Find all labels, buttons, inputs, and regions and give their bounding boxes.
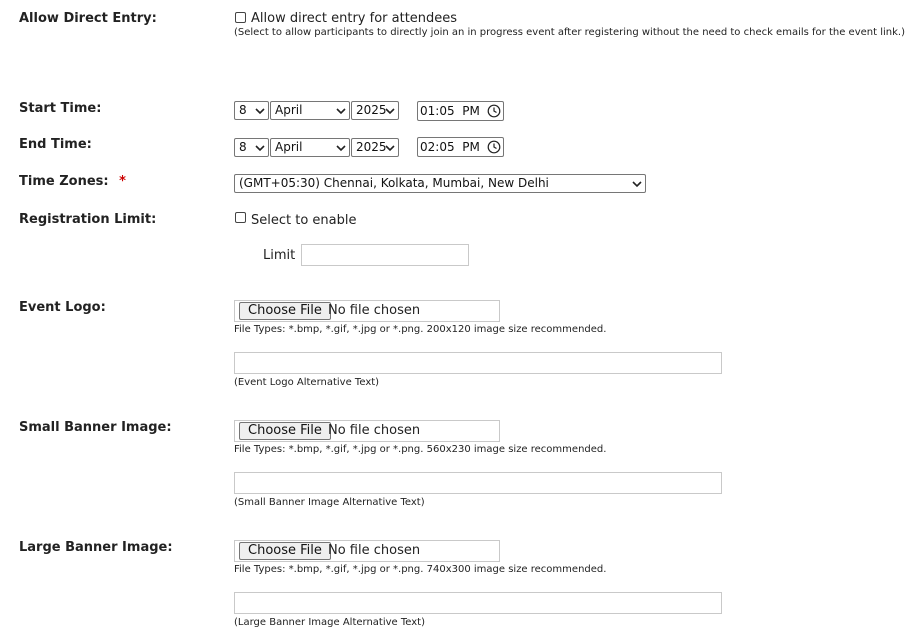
small-banner-alt-hint: (Small Banner Image Alternative Text) xyxy=(234,497,425,508)
end-year-select[interactable] xyxy=(351,138,399,157)
file-status: No file chosen xyxy=(328,303,421,318)
start-month-select[interactable] xyxy=(270,101,350,120)
clock-icon[interactable] xyxy=(487,104,501,118)
event-logo-file-input[interactable] xyxy=(234,300,500,322)
start-time-value: 01:05 PM xyxy=(420,104,480,118)
chevron-down-icon xyxy=(255,143,265,153)
time-zone-select[interactable] xyxy=(234,174,646,193)
start-day-select[interactable] xyxy=(234,101,269,120)
small-banner-file-types: File Types: *.bmp, *.gif, *.jpg or *.png. 560x230 image size recommended. xyxy=(234,444,607,455)
direct-entry-checkbox[interactable] xyxy=(235,12,246,23)
end-month-value: April xyxy=(275,140,303,154)
time-zone-value: (GMT+05:30) Chennai, Kolkata, Mumbai, New Delhi xyxy=(239,176,549,190)
large-banner-alt-input[interactable] xyxy=(234,592,722,614)
start-year-value: 2025 xyxy=(356,103,387,117)
chevron-down-icon xyxy=(385,106,395,116)
limit-input[interactable] xyxy=(301,244,469,266)
small-banner-file-input[interactable] xyxy=(234,420,500,442)
registration-limit-checkbox-label[interactable]: Select to enable xyxy=(251,213,357,228)
end-time-value: 02:05 PM xyxy=(420,140,480,154)
end-year-value: 2025 xyxy=(356,140,387,154)
small-banner-label: Small Banner Image: xyxy=(19,420,172,435)
file-status: No file chosen xyxy=(328,543,421,558)
start-month-value: April xyxy=(275,103,303,117)
time-zones-label-text: Time Zones: xyxy=(19,174,109,189)
direct-entry-checkbox-label[interactable]: Allow direct entry for attendees xyxy=(251,11,458,26)
limit-label: Limit xyxy=(263,248,296,263)
registration-limit-label: Registration Limit: xyxy=(19,212,157,227)
clock-icon[interactable] xyxy=(487,140,501,154)
start-year-select[interactable] xyxy=(351,101,399,120)
file-status: No file chosen xyxy=(328,423,421,438)
required-asterisk: * xyxy=(119,174,126,189)
end-time-label: End Time: xyxy=(19,137,92,152)
large-banner-alt-hint: (Large Banner Image Alternative Text) xyxy=(234,617,425,628)
start-day-value: 8 xyxy=(239,103,247,117)
direct-entry-note: (Select to allow participants to directly join an in progress event after registering without the need to check emails for the event link.) xyxy=(234,27,905,38)
choose-file-button[interactable]: Choose File xyxy=(239,302,331,320)
time-zones-label xyxy=(19,174,126,189)
chevron-down-icon xyxy=(336,143,346,153)
start-time-label: Start Time: xyxy=(19,101,102,116)
end-month-select[interactable] xyxy=(270,138,350,157)
large-banner-label: Large Banner Image: xyxy=(19,540,173,555)
small-banner-alt-input[interactable] xyxy=(234,472,722,494)
choose-file-button[interactable]: Choose File xyxy=(239,542,331,560)
event-logo-label: Event Logo: xyxy=(19,300,106,315)
choose-file-button[interactable]: Choose File xyxy=(239,422,331,440)
chevron-down-icon xyxy=(632,179,642,189)
chevron-down-icon xyxy=(336,106,346,116)
end-day-select[interactable] xyxy=(234,138,269,157)
start-time-input[interactable] xyxy=(417,101,504,121)
direct-entry-label: Allow Direct Entry: xyxy=(19,11,157,26)
registration-limit-checkbox[interactable] xyxy=(235,212,246,223)
chevron-down-icon xyxy=(385,143,395,153)
chevron-down-icon xyxy=(255,106,265,116)
event-logo-alt-input[interactable] xyxy=(234,352,722,374)
large-banner-file-types: File Types: *.bmp, *.gif, *.jpg or *.png. 740x300 image size recommended. xyxy=(234,564,607,575)
end-time-input[interactable] xyxy=(417,137,504,157)
event-logo-alt-hint: (Event Logo Alternative Text) xyxy=(234,377,380,388)
end-day-value: 8 xyxy=(239,140,247,154)
event-logo-file-types: File Types: *.bmp, *.gif, *.jpg or *.png. 200x120 image size recommended. xyxy=(234,324,607,335)
large-banner-file-input[interactable] xyxy=(234,540,500,562)
